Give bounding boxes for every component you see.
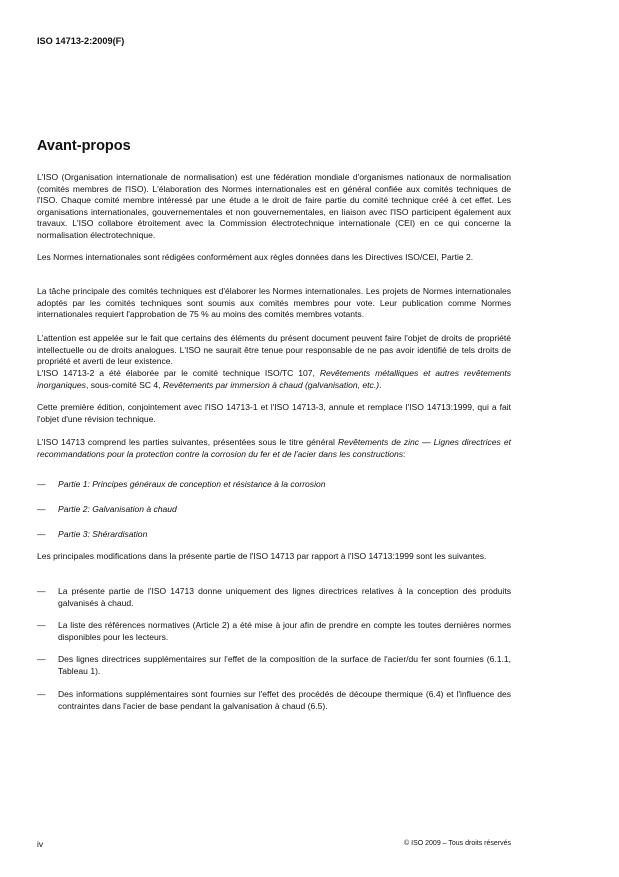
paragraph — [37, 402, 511, 425]
italic-text: Revêtements métalliques et autres revêtements inorganiques — [37, 368, 511, 390]
list-item-text: Des informations supplémentaires sont fournies sur l'effet des procédés de découpe thermique (6.4) et l'influence des contraintes dans l'acier de base pendant la galvanisation à chaud (6.5). — [58, 689, 511, 711]
text-segment: L'ISO (Organisation internationale de normalisation) est une fédération mondiale d'organismes nationaux de normalisation (comités membres de l'ISO). L'élaboration des Normes internationales est en général confiée aux comités techniques de l'ISO. Chaque comité membre intéressé par une étude a le droit de faire partie du comité technique créé à cet effet. Les organisations internationales, gouvernementales et non gouvernementales, en liaison avec l'ISO participent également aux travaux. L'ISO collabore étroitement avec la Commission électrotechnique internationale (CEI) en ce qui concerne la normalisation électrotechnique. — [37, 172, 511, 240]
text-segment: L'attention est appelée sur le fait que certains des éléments du présent document peuvent faire l'objet de droits de propriété intellectuelle ou de droits analogues. L'ISO ne saurait être tenue pour responsable de ne pas avoir identifié de tels droits de propriété et averti de leur existence. — [37, 333, 511, 366]
text-segment: , sous-comité SC 4, — [85, 379, 163, 390]
copyright-notice: © ISO 2009 – Tous droits réservés — [404, 840, 511, 847]
changes-intro: Les principales modifications dans la présente partie de l'ISO 14713 par rapport à l'ISO 14713:1999 sont les suivantes. — [37, 551, 487, 561]
text-segment: L'ISO 14713 comprend les parties suivantes, présentées sous le titre général — [37, 437, 338, 447]
changes-list-item — [37, 586, 511, 609]
dash-bullet: — — [37, 504, 46, 514]
parts-list-item — [37, 479, 511, 491]
changes-list-item — [37, 620, 511, 643]
text-segment: L'ISO 14713-2 a été élaborée par le comité technique ISO/TC 107, — [37, 368, 320, 378]
paragraph — [37, 286, 511, 321]
paragraph — [37, 368, 511, 391]
paragraph — [37, 172, 511, 241]
italic-text: Revêtements de zinc — Lignes directrices et recommandations pour la protection contre la corrosion du fer et de l'acier dans les constructions — [37, 437, 511, 459]
paragraph — [37, 437, 511, 460]
text-segment: Les Normes internationales sont rédigées conformément aux règles données dans les Directives ISO/CEI, Partie 2. — [37, 252, 474, 262]
italic-text: Revêtements par immersion à chaud (galvanisation, etc.) — [162, 379, 380, 390]
text-segment: : — [403, 448, 406, 459]
text-segment: Cette première édition, conjointement avec l'ISO 14713-1 et l'ISO 14713-3, annule et remplace l'ISO 14713:1999, qui a fait l'objet d'une révision technique. — [37, 402, 511, 424]
list-item-text: Partie 3: Shérardisation — [58, 529, 148, 539]
dash-bullet: — — [37, 529, 46, 539]
changes-list-item — [37, 689, 511, 712]
dash-bullet: — — [37, 586, 46, 596]
parts-list-item — [37, 529, 511, 541]
list-item-text: Partie 2: Galvanisation à chaud — [58, 504, 177, 514]
dash-bullet: — — [37, 620, 46, 630]
text-segment: . — [379, 379, 382, 390]
dash-bullet: — — [37, 689, 46, 699]
list-item-text: Des lignes directrices supplémentaires sur l'effet de la composition de la surface de l'acier/du fer sont fournies (6.1.1, Tableau 1). — [58, 654, 511, 676]
list-item-text: La liste des références normatives (Article 2) a été mise à jour afin de prendre en compte les toutes dernières normes disponibles pour les lecteurs. — [58, 620, 511, 642]
parts-list-item — [37, 504, 511, 516]
dash-bullet: — — [37, 654, 46, 664]
document-id-header: ISO 14713-2:2009(F) — [37, 36, 125, 46]
page-number: iv — [37, 839, 44, 849]
list-item-text: La présente partie de l'ISO 14713 donne uniquement des lignes directrices relatives à la conception des produits galvanisés à chaud. — [58, 586, 511, 608]
changes-list-item — [37, 654, 511, 677]
list-item-text: Partie 1: Principes généraux de conception et résistance à la corrosion — [58, 479, 326, 489]
text-segment: La tâche principale des comités techniques est d'élaborer les Normes internationales. Les projets de Normes internationales adoptés par les comités techniques sont soumis aux comités membres pour vote. Leur publication comme Normes internationales requiert l'approbation de 75 % au moins des comités membres votants. — [37, 286, 511, 319]
dash-bullet: — — [37, 479, 46, 489]
paragraph — [37, 252, 511, 264]
section-title: Avant-propos — [37, 138, 131, 154]
paragraph — [37, 333, 511, 368]
